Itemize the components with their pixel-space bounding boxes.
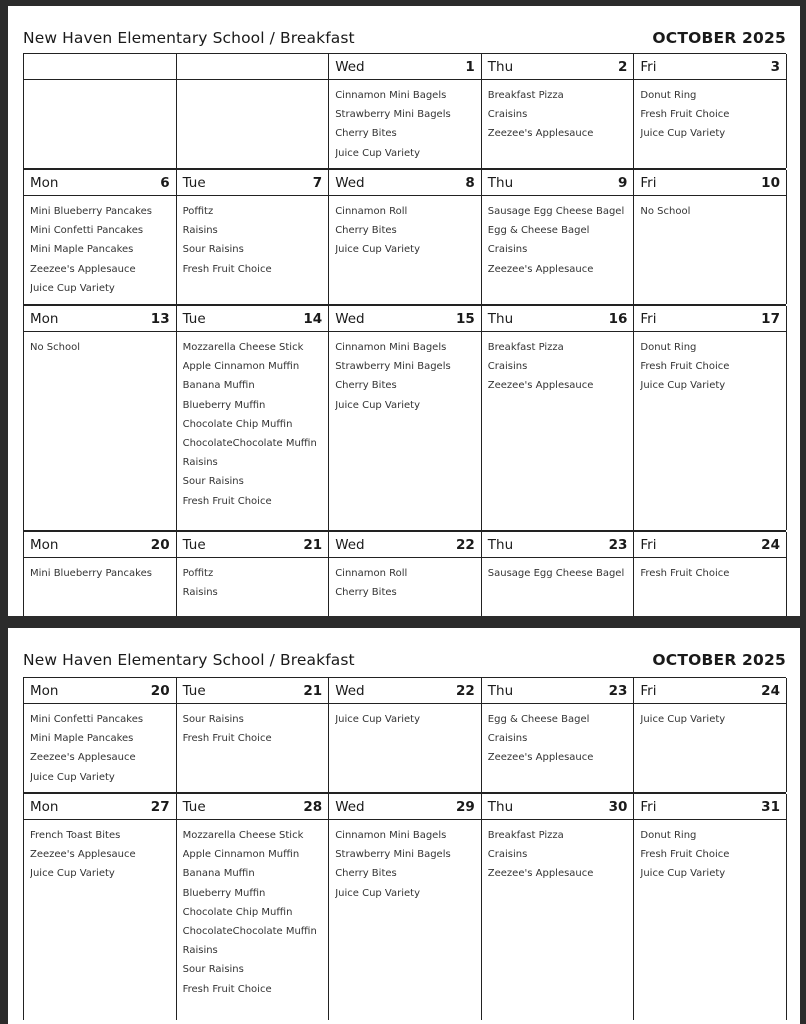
- school-title: New Haven Elementary School / Breakfast: [23, 651, 355, 669]
- calendar-day: [482, 306, 635, 530]
- calendar-day: [634, 306, 787, 530]
- menu-item: Craisins: [487, 849, 528, 861]
- menu-item: Apple Cinnamon Muffin: [182, 849, 300, 861]
- day-of-week: Thu: [487, 682, 514, 699]
- menu-items: [329, 820, 481, 1020]
- menu-item: Cherry Bites: [335, 225, 397, 237]
- page-header: [23, 26, 786, 50]
- day-of-week: Tue: [182, 682, 206, 699]
- day-of-week: Mon: [30, 310, 59, 327]
- day-number: 10: [761, 174, 780, 191]
- menu-item: Zeezee's Applesauce: [487, 752, 594, 764]
- menu-item: Chocolate Chip Muffin: [182, 906, 293, 918]
- day-number: 13: [150, 310, 170, 327]
- day-header: [329, 678, 481, 704]
- menu-item: Juice Cup Variety: [30, 282, 115, 294]
- day-header: [177, 54, 329, 80]
- menu-item: Cinnamon Roll: [335, 206, 408, 217]
- menu-item: Breakfast Pizza: [487, 830, 564, 841]
- menu-item: Juice Cup Variety: [30, 771, 115, 783]
- menu-item: Sausage Egg Cheese Bagel: [487, 206, 625, 217]
- menu-item: Sour Raisins: [182, 476, 244, 488]
- calendar-day: [329, 678, 482, 792]
- menu-page-2: [8, 628, 800, 1024]
- menu-items: [177, 704, 329, 792]
- day-of-week: Fri: [640, 174, 657, 191]
- menu-items: [177, 820, 329, 1020]
- menu-item: Craisins: [487, 244, 528, 256]
- month-title: OCTOBER 2025: [652, 29, 786, 47]
- day-header: [24, 532, 176, 558]
- calendar-day: [177, 794, 330, 1020]
- day-header: [329, 170, 481, 196]
- day-number: 31: [761, 798, 780, 815]
- day-of-week: Thu: [487, 536, 514, 553]
- menu-items: [24, 196, 176, 304]
- menu-item: Fresh Fruit Choice: [182, 733, 272, 745]
- menu-item: Sour Raisins: [182, 244, 244, 256]
- menu-item: Craisins: [487, 361, 528, 373]
- day-header: [329, 794, 481, 820]
- menu-item: Mini Blueberry Pancakes: [30, 206, 152, 217]
- menu-item: Zeezee's Applesauce: [487, 380, 594, 392]
- calendar-day: [634, 54, 787, 168]
- menu-item: Mini Blueberry Pancakes: [30, 568, 152, 579]
- menu-item: Cherry Bites: [335, 868, 397, 880]
- day-of-week: Fri: [640, 310, 657, 327]
- menu-item: Mozzarella Cheese Stick: [182, 830, 304, 841]
- day-number: 29: [455, 798, 475, 815]
- menu-item: Strawberry Mini Bagels: [335, 109, 451, 121]
- calendar-day: [329, 532, 482, 616]
- month-title: OCTOBER 2025: [652, 651, 786, 669]
- day-of-week: Tue: [182, 174, 206, 191]
- day-of-week: Wed: [335, 58, 365, 75]
- calendar-day: [24, 794, 177, 1020]
- day-of-week: Fri: [640, 682, 657, 699]
- calendar-day: [634, 532, 787, 616]
- menu-items: [482, 820, 634, 1020]
- day-of-week: Wed: [335, 310, 365, 327]
- menu-items: [177, 80, 329, 168]
- day-number: 21: [303, 536, 323, 553]
- calendar-day: [24, 54, 177, 168]
- day-of-week: Tue: [182, 310, 206, 327]
- menu-items: [634, 704, 786, 792]
- day-header: [634, 678, 786, 704]
- day-header: [482, 794, 634, 820]
- menu-item: Banana Muffin: [182, 380, 255, 392]
- calendar-day: [329, 794, 482, 1020]
- day-number: 20: [150, 536, 170, 553]
- day-of-week: Wed: [335, 536, 365, 553]
- menu-items: [634, 332, 786, 530]
- day-number: 9: [617, 174, 628, 191]
- menu-item: Apple Cinnamon Muffin: [182, 361, 300, 373]
- menu-item: Zeezee's Applesauce: [487, 128, 594, 140]
- calendar-day: [24, 678, 177, 792]
- day-number: 20: [150, 682, 170, 699]
- menu-item: Juice Cup Variety: [335, 147, 421, 159]
- day-number: 24: [761, 536, 780, 553]
- menu-item: Breakfast Pizza: [487, 90, 564, 101]
- menu-item: Poffitz: [182, 568, 214, 579]
- day-of-week: Tue: [182, 536, 206, 553]
- day-header: [24, 794, 176, 820]
- menu-item: Juice Cup Variety: [640, 868, 726, 880]
- menu-item: Juice Cup Variety: [335, 244, 421, 256]
- day-number: 16: [608, 310, 628, 327]
- menu-item: Juice Cup Variety: [30, 868, 115, 880]
- menu-item: Juice Cup Variety: [335, 399, 421, 411]
- menu-items: [634, 80, 786, 168]
- day-of-week: Mon: [30, 174, 59, 191]
- menu-item: Juice Cup Variety: [640, 380, 726, 392]
- menu-item: Fresh Fruit Choice: [640, 361, 730, 373]
- menu-item: ChocolateChocolate Muffin: [182, 925, 317, 937]
- menu-items: [329, 704, 481, 792]
- day-number: 15: [455, 310, 475, 327]
- day-of-week: Thu: [487, 58, 514, 75]
- day-header: [634, 532, 786, 558]
- day-header: [177, 532, 329, 558]
- menu-item: Craisins: [487, 733, 528, 745]
- menu-item: Raisins: [182, 225, 218, 237]
- menu-items: [482, 558, 634, 616]
- menu-item: Fresh Fruit Choice: [182, 983, 272, 995]
- day-number: 23: [608, 536, 628, 553]
- day-header: [482, 54, 634, 80]
- calendar-week: [24, 532, 786, 616]
- day-of-week: Tue: [182, 798, 206, 815]
- menu-item: Sour Raisins: [182, 964, 244, 976]
- day-of-week: Mon: [30, 798, 59, 815]
- calendar-grid: [23, 53, 786, 616]
- calendar-day: [24, 170, 177, 304]
- menu-item: Juice Cup Variety: [640, 714, 726, 725]
- menu-item: Blueberry Muffin: [182, 399, 266, 411]
- calendar-grid: [23, 677, 786, 1020]
- menu-item: Donut Ring: [640, 90, 697, 101]
- day-number: 14: [303, 310, 323, 327]
- calendar-day: [634, 794, 787, 1020]
- menu-item: ChocolateChocolate Muffin: [182, 437, 317, 449]
- day-header: [329, 54, 481, 80]
- day-number: 7: [312, 174, 323, 191]
- day-number: 1: [465, 58, 475, 75]
- day-header: [482, 678, 634, 704]
- menu-items: [177, 558, 329, 616]
- menu-item: Juice Cup Variety: [335, 887, 421, 899]
- day-header: [177, 306, 329, 332]
- menu-item: French Toast Bites: [30, 830, 121, 841]
- menu-item: Raisins: [182, 587, 218, 599]
- calendar-week: [24, 170, 786, 306]
- menu-item: Sausage Egg Cheese Bagel: [487, 568, 625, 579]
- day-of-week: Thu: [487, 310, 514, 327]
- menu-items: [177, 196, 329, 304]
- day-header: [177, 794, 329, 820]
- calendar-day: [177, 678, 330, 792]
- day-number: 21: [303, 682, 323, 699]
- calendar-day: [177, 170, 330, 304]
- menu-items: [482, 704, 634, 792]
- menu-item: Mozzarella Cheese Stick: [182, 342, 304, 353]
- menu-item: Poffitz: [182, 206, 214, 217]
- calendar-day: [329, 54, 482, 168]
- menu-item: Cherry Bites: [335, 587, 397, 599]
- day-of-week: Wed: [335, 174, 365, 191]
- menu-item: Chocolate Chip Muffin: [182, 418, 293, 430]
- day-number: 3: [770, 58, 780, 75]
- menu-items: [24, 820, 176, 1020]
- calendar-day: [24, 306, 177, 530]
- menu-item: Strawberry Mini Bagels: [335, 361, 451, 373]
- menu-item: Zeezee's Applesauce: [30, 263, 136, 275]
- menu-item: Breakfast Pizza: [487, 342, 564, 353]
- day-header: [177, 170, 329, 196]
- calendar-day: [482, 170, 635, 304]
- day-header: [24, 54, 176, 80]
- day-of-week: Wed: [335, 798, 365, 815]
- day-number: 17: [761, 310, 780, 327]
- menu-item: Cinnamon Roll: [335, 568, 408, 579]
- calendar-day: [482, 794, 635, 1020]
- menu-item: Egg & Cheese Bagel: [487, 225, 590, 237]
- menu-items: [24, 704, 176, 792]
- menu-item: Zeezee's Applesauce: [487, 868, 594, 880]
- menu-item: Zeezee's Applesauce: [487, 263, 594, 275]
- menu-item: Mini Confetti Pancakes: [30, 714, 144, 725]
- day-header: [24, 170, 176, 196]
- calendar-day: [329, 306, 482, 530]
- day-header: [482, 532, 634, 558]
- page-header: [23, 648, 786, 672]
- day-of-week: Wed: [335, 682, 365, 699]
- menu-item: Fresh Fruit Choice: [640, 109, 730, 121]
- day-header: [634, 54, 786, 80]
- day-header: [177, 678, 329, 704]
- day-number: 30: [608, 798, 628, 815]
- menu-items: [634, 196, 786, 304]
- day-of-week: Mon: [30, 682, 59, 699]
- menu-item: Banana Muffin: [182, 868, 255, 880]
- day-number: 27: [150, 798, 170, 815]
- menu-items: [329, 332, 481, 530]
- calendar-week: [24, 678, 786, 794]
- menu-item: Mini Maple Pancakes: [30, 733, 134, 745]
- calendar-day: [634, 678, 787, 792]
- day-number: 24: [761, 682, 780, 699]
- calendar-day: [177, 306, 330, 530]
- menu-item: Donut Ring: [640, 830, 697, 841]
- menu-items: [482, 196, 634, 304]
- calendar-day: [482, 678, 635, 792]
- school-title: New Haven Elementary School / Breakfast: [23, 29, 355, 47]
- menu-item: Fresh Fruit Choice: [182, 495, 272, 507]
- day-number: 6: [160, 174, 170, 191]
- menu-items: [634, 558, 786, 616]
- day-header: [634, 170, 786, 196]
- menu-item: Zeezee's Applesauce: [30, 752, 136, 764]
- calendar-day: [177, 532, 330, 616]
- menu-items: [482, 80, 634, 168]
- menu-items: [24, 558, 176, 616]
- day-header: [634, 306, 786, 332]
- calendar-week: [24, 306, 786, 532]
- day-header: [482, 170, 634, 196]
- menu-items: [24, 80, 176, 168]
- calendar-week: [24, 54, 786, 170]
- day-of-week: Fri: [640, 798, 657, 815]
- day-of-week: Thu: [487, 798, 514, 815]
- menu-item: Cinnamon Mini Bagels: [335, 342, 447, 353]
- day-number: 22: [455, 536, 475, 553]
- menu-item: Donut Ring: [640, 342, 697, 353]
- menu-item: Fresh Fruit Choice: [182, 263, 272, 275]
- day-number: 28: [303, 798, 323, 815]
- calendar-day: [24, 532, 177, 616]
- day-header: [24, 306, 176, 332]
- day-number: 23: [608, 682, 628, 699]
- menu-item: Cherry Bites: [335, 380, 397, 392]
- menu-items: [482, 332, 634, 530]
- day-header: [634, 794, 786, 820]
- menu-item: Zeezee's Applesauce: [30, 849, 136, 861]
- menu-item: No School: [30, 342, 80, 353]
- calendar-day: [482, 54, 635, 168]
- menu-item: Mini Confetti Pancakes: [30, 225, 144, 237]
- calendar-week: [24, 794, 786, 1020]
- calendar-day: [634, 170, 787, 304]
- day-of-week: Mon: [30, 536, 59, 553]
- menu-item: Raisins: [182, 945, 218, 957]
- menu-item: Fresh Fruit Choice: [640, 849, 730, 861]
- menu-page-1: [8, 6, 800, 616]
- day-number: 8: [465, 174, 475, 191]
- day-number: 22: [455, 682, 475, 699]
- day-header: [329, 532, 481, 558]
- menu-item: Strawberry Mini Bagels: [335, 849, 451, 861]
- day-header: [482, 306, 634, 332]
- menu-items: [329, 80, 481, 168]
- menu-item: Blueberry Muffin: [182, 887, 266, 899]
- menu-item: Egg & Cheese Bagel: [487, 714, 590, 725]
- menu-items: [329, 558, 481, 616]
- day-number: 2: [617, 58, 628, 75]
- menu-item: Craisins: [487, 109, 528, 121]
- day-of-week: Thu: [487, 174, 514, 191]
- menu-item: No School: [640, 206, 691, 217]
- menu-item: Raisins: [182, 457, 218, 469]
- calendar-day: [329, 170, 482, 304]
- menu-item: Cherry Bites: [335, 128, 397, 140]
- menu-items: [24, 332, 176, 530]
- calendar-day: [482, 532, 635, 616]
- menu-items: [177, 332, 329, 530]
- day-header: [24, 678, 176, 704]
- menu-item: Cinnamon Mini Bagels: [335, 830, 447, 841]
- menu-items: [329, 196, 481, 304]
- menu-items: [634, 820, 786, 1020]
- menu-item: Juice Cup Variety: [640, 128, 726, 140]
- menu-item: Cinnamon Mini Bagels: [335, 90, 447, 101]
- day-of-week: Fri: [640, 58, 657, 75]
- calendar-day: [177, 54, 330, 168]
- menu-item: Mini Maple Pancakes: [30, 244, 134, 256]
- day-header: [329, 306, 481, 332]
- menu-item: Sour Raisins: [182, 714, 244, 725]
- menu-item: Juice Cup Variety: [335, 714, 421, 725]
- day-of-week: Fri: [640, 536, 657, 553]
- menu-item: Fresh Fruit Choice: [640, 568, 730, 579]
